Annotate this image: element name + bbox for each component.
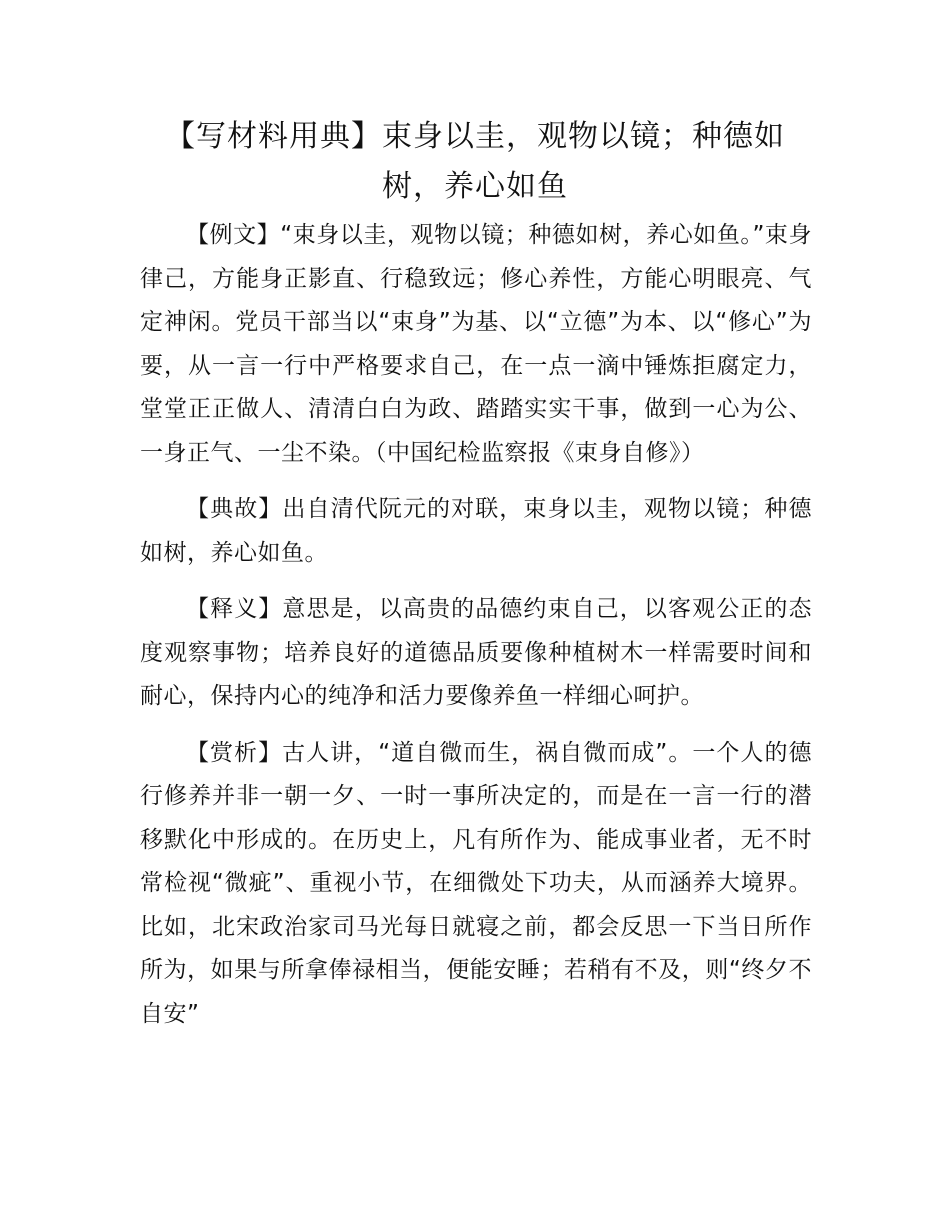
page-title: 【写材料用典】束身以圭，观物以镜；种德如树，养心如鱼	[165, 119, 785, 204]
paragraph-allusion-origin: 【典故】出自清代阮元的对联，束身以圭，观物以镜；种德如树，养心如鱼。	[140, 496, 812, 566]
document-body	[140, 214, 812, 1049]
paragraph-example-text: 【例文】“束身以圭，观物以镜；种德如树，养心如鱼。”束身律己，方能身正影直、行稳致远；修心养性，方能心明眼亮、气定神闲。党员干部当以“束身”为基、以“立德”为本、以“修心”为要，从一言一行中严格要求自己，在一点一滴中锤炼拒腐定力，堂堂正正做人、清清白白为政、踏踏实实干事，做到一心为公、一身正气、一尘不染。（中国纪检监察报《束身自修》）	[140, 222, 812, 466]
paragraph-appreciation: 【赏析】古人讲，“道自微而生，祸自微而成”。一个人的德行修养并非一朝一夕、一时一事所决定的，而是在一言一行的潜移默化中形成的。在历史上，凡有所作为、能成事业者，无不时常检视“微疵”、重视小节，在细微处下功夫，从而涵养大境界。比如，北宋政治家司马光每日就寝之前，都会反思一下当日所作所为，如果与所拿俸禄相当，便能安睡；若稍有不及，则“终夕不自安”	[140, 739, 812, 1027]
paragraph-meaning: 【释义】意思是，以高贵的品德约束自己，以客观公正的态度观察事物；培养良好的道德品质要像种植树木一样需要时间和耐心，保持内心的纯净和活力要像养鱼一样细心呵护。	[140, 596, 812, 709]
